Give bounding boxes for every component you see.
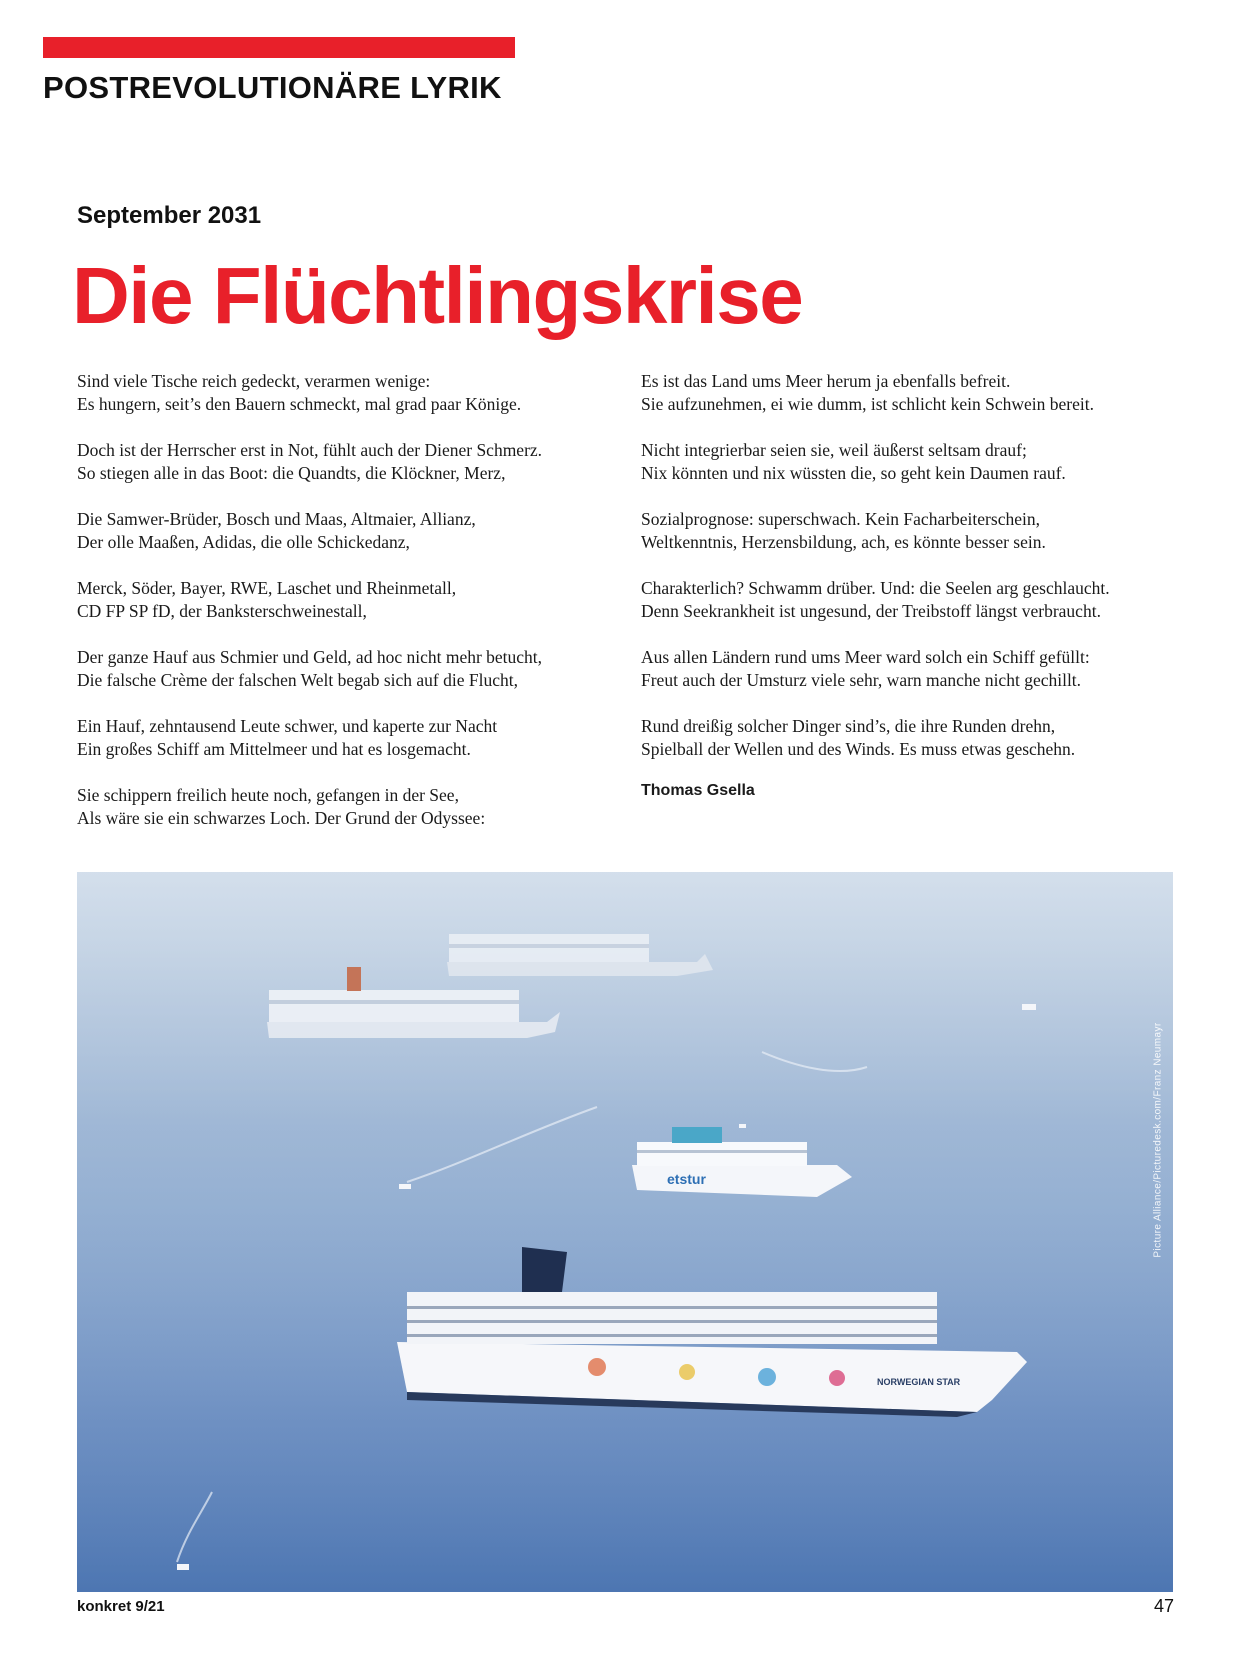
verse-line: Ein großes Schiff am Mittelmeer und hat es losgemacht. [77,739,471,759]
poem-column-left [77,370,607,853]
verse-line: Aus allen Ländern rund ums Meer ward solch ein Schiff gefüllt: [641,647,1090,667]
stanza [641,370,1171,416]
verse-line: Der ganze Hauf aus Schmier und Geld, ad hoc nicht mehr betucht, [77,647,543,667]
stanza [77,508,607,554]
verse-line: Sozialprognose: superschwach. Kein Facharbeiterschein, [641,509,1040,529]
verse-line: Die Samwer-Brüder, Bosch und Maas, Altmaier, Allianz, [77,509,476,529]
ship-name-norwegian: NORWEGIAN STAR [877,1377,961,1387]
photo-illustration [77,872,1173,1592]
verse-line: So stiegen alle in das Boot: die Quandts, die Klöckner, Merz, [77,463,506,483]
stanza [77,439,607,485]
verse-line: Sind viele Tische reich gedeckt, verarmen wenige: [77,371,431,391]
verse-line: Nix könnten und nix wüssten die, so geht kein Daumen rauf. [641,463,1066,483]
small-boat [177,1564,189,1570]
verse-line: Charakterlich? Schwamm drüber. Und: die Seelen arg geschlaucht. [641,578,1110,598]
verse-line: Sie schippern freilich heute noch, gefangen in der See, [77,785,459,805]
verse-line: Es ist das Land ums Meer herum ja ebenfalls befreit. [641,371,1011,391]
verse-line: Ein Hauf, zehntausend Leute schwer, und kaperte zur Nacht [77,716,498,736]
verse-line: Die falsche Crème der falschen Welt begab sich auf die Flucht, [77,670,518,690]
stanza [641,439,1171,485]
verse-line: Doch ist der Herrscher erst in Not, fühlt auch der Diener Schmerz. [77,440,543,460]
verse-line: Nicht integrierbar seien sie, weil äußerst seltsam drauf; [641,440,1027,460]
verse-line: CD FP SP fD, der Banksterschweinestall, [77,601,367,621]
verse-line: Denn Seekrankheit ist ungesund, der Treibstoff längst verbraucht. [641,601,1101,621]
author-byline: Thomas Gsella [641,782,755,799]
verse-line: Merck, Söder, Bayer, RWE, Laschet und Rheinmetall, [77,578,457,598]
stanza [77,715,607,761]
stanza [641,508,1171,554]
small-boat [1022,1004,1036,1010]
small-boat [739,1124,746,1128]
stanza [641,715,1171,761]
ship-name-etstur: etstur [667,1171,706,1187]
verse-line: Sie aufzunehmen, ei wie dumm, ist schlicht kein Schwein bereit. [641,394,1094,414]
stanza [77,370,607,416]
photo-credit: Picture Alliance/Picturedesk.com/Franz Neumayr [1152,1022,1164,1258]
small-boat [399,1184,411,1189]
poem-column-right [641,370,1171,800]
section-title: POSTREVOLUTIONÄRE LYRIK [43,70,502,105]
page-number: 47 [1153,1596,1174,1616]
stanza [641,577,1171,623]
verse-line: Weltkenntnis, Herzensbildung, ach, es könnte besser sein. [641,532,1046,552]
verse-line: Spielball der Wellen und des Winds. Es muss etwas geschehn. [641,739,1076,759]
verse-line: Als wäre sie ein schwarzes Loch. Der Grund der Odyssee: [77,808,486,828]
verse-line: Rund dreißig solcher Dinger sind’s, die ihre Runden drehn, [641,716,1056,736]
stanza [77,784,607,830]
cruise-ships-photo [77,872,1173,1592]
stanza [77,577,607,623]
magazine-issue: konkret 9/21 [77,1598,165,1615]
haze-overlay [77,872,1173,1592]
verse-line: Es hungern, seit’s den Bauern schmeckt, mal grad paar Könige. [77,394,522,414]
headline: Die Flüchtlingskrise [72,251,803,340]
verse-line: Der olle Maaßen, Adidas, die olle Schickedanz, [77,532,410,552]
section-accent-bar [43,37,515,58]
stanza [77,646,607,692]
stanza [641,646,1171,692]
kicker-date: September 2031 [77,202,262,229]
verse-line: Freut auch der Umsturz viele sehr, warn manche nicht gechillt. [641,670,1082,690]
